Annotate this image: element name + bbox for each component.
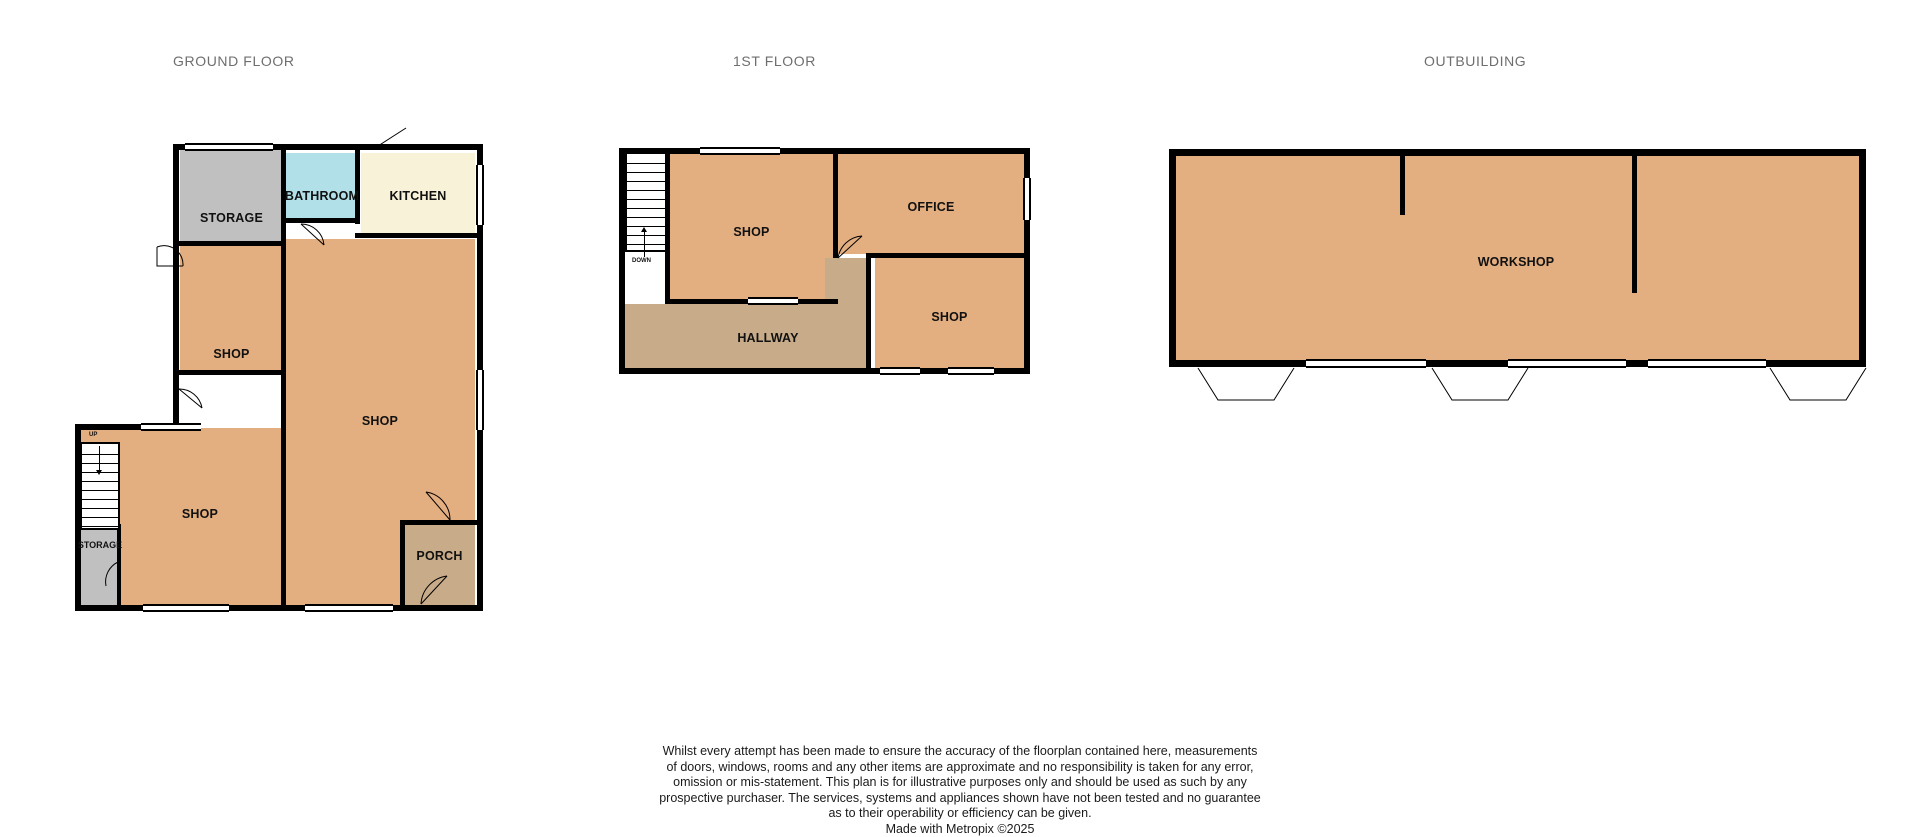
room-label-bathroom-ground: BATHROOM bbox=[284, 189, 360, 203]
disclaimer bbox=[0, 744, 1920, 837]
window-first-inner-1 bbox=[748, 297, 798, 305]
window-ground-bottom-1 bbox=[143, 604, 229, 612]
room-hallway-first-ext bbox=[825, 258, 871, 368]
door-workshop-3 bbox=[1768, 366, 1868, 404]
room-label-shop-ground-north: SHOP bbox=[180, 347, 283, 361]
wall-outbuilding-left bbox=[1169, 149, 1176, 367]
room-label-office-first: OFFICE bbox=[838, 200, 1024, 214]
door-porch-ground bbox=[424, 490, 454, 524]
room-label-kitchen-ground: KITCHEN bbox=[361, 189, 475, 203]
stair-arrow-line-first bbox=[644, 232, 645, 257]
wall-first-top bbox=[619, 148, 1030, 154]
wall-ground-shopn-bottom bbox=[173, 370, 286, 375]
door-storage-small-ground bbox=[104, 560, 124, 590]
door-workshop-2 bbox=[1430, 366, 1530, 404]
stairs-ground-up bbox=[80, 442, 120, 530]
window-ground-top-1 bbox=[185, 143, 273, 151]
stair-arrow-line-ground bbox=[99, 446, 100, 472]
room-label-shop-ground-main: SHOP bbox=[285, 414, 475, 428]
window-first-top-1 bbox=[700, 147, 780, 155]
window-ground-west-top bbox=[141, 423, 201, 431]
window-ground-right-2 bbox=[476, 370, 484, 430]
stair-arrow-head-first bbox=[641, 227, 647, 232]
wall-ground-porch-left bbox=[400, 520, 405, 611]
door-bathroom-ground bbox=[300, 223, 326, 249]
room-label-shop-first-west: SHOP bbox=[669, 225, 834, 239]
wall-first-office-bottom bbox=[866, 253, 1030, 258]
door-workshop-1 bbox=[1196, 366, 1296, 404]
room-label-porch-ground: PORCH bbox=[404, 549, 475, 563]
disclaimer-line-1: Whilst every attempt has been made to ensure the accuracy of the floorplan contained here, measurements bbox=[0, 744, 1920, 760]
stairs-first-down bbox=[625, 152, 667, 252]
wall-outbuilding-partition-2 bbox=[1632, 149, 1637, 293]
window-outbuilding-bottom-3 bbox=[1648, 359, 1766, 368]
window-ground-bottom-2 bbox=[305, 604, 393, 612]
wall-outbuilding-partition-1 bbox=[1400, 149, 1405, 215]
floor-title-first: 1ST FLOOR bbox=[733, 53, 816, 69]
disclaimer-line-3: omission or mis-statement. This plan is for illustrative purposes only and should be used as such by any bbox=[0, 775, 1920, 791]
disclaimer-line-4: prospective purchaser. The services, systems and appliances shown have not been tested and no guarantee bbox=[0, 791, 1920, 807]
room-bathroom-ground bbox=[285, 153, 358, 221]
window-first-right-1 bbox=[1023, 178, 1031, 220]
wall-ground-storage-bottom bbox=[173, 241, 286, 246]
room-label-storage-ground: STORAGE bbox=[180, 211, 283, 225]
room-storage-ground bbox=[180, 148, 283, 244]
wall-outbuilding-top bbox=[1169, 149, 1866, 156]
disclaimer-line-5: as to their operability or efficiency can be given. bbox=[0, 806, 1920, 822]
wall-outbuilding-right bbox=[1859, 149, 1866, 367]
metropix-credit: Made with Metropix ©2025 bbox=[0, 822, 1920, 837]
wall-ground-kitchen-bottom bbox=[355, 233, 483, 238]
stair-direction-label-ground: UP bbox=[89, 432, 97, 438]
window-ground-right-1 bbox=[476, 165, 484, 225]
floor-title-ground: GROUND FLOOR bbox=[173, 53, 295, 69]
floor-title-outbuilding: OUTBUILDING bbox=[1424, 53, 1526, 69]
disclaimer-line-2: of doors, windows, rooms and any other items are approximate and no responsibility is taken for any error, bbox=[0, 760, 1920, 776]
stair-direction-label-first: DOWN bbox=[632, 258, 651, 264]
wall-ground-bath-right bbox=[355, 144, 360, 224]
door-storage-ground bbox=[155, 246, 185, 268]
room-label-storage-ground-small: STORAGE bbox=[72, 540, 128, 550]
window-outbuilding-bottom-1 bbox=[1306, 359, 1426, 368]
room-label-shop-ground-west: SHOP bbox=[120, 507, 280, 521]
door-shop-north-ground bbox=[178, 388, 204, 412]
door-porch-exterior-ground bbox=[417, 572, 451, 608]
wall-first-hallway-right bbox=[866, 253, 871, 374]
room-label-hallway-first: HALLWAY bbox=[665, 331, 871, 345]
door-kitchen-ground bbox=[374, 126, 408, 148]
window-first-bottom-2 bbox=[948, 367, 994, 375]
stair-arrow-head-ground bbox=[96, 470, 102, 475]
window-first-bottom-1 bbox=[880, 367, 920, 375]
door-office-first bbox=[836, 232, 864, 260]
wall-ground-left-upper bbox=[173, 144, 179, 428]
room-label-workshop: WORKSHOP bbox=[1400, 255, 1632, 269]
room-label-shop-first-east: SHOP bbox=[875, 310, 1024, 324]
